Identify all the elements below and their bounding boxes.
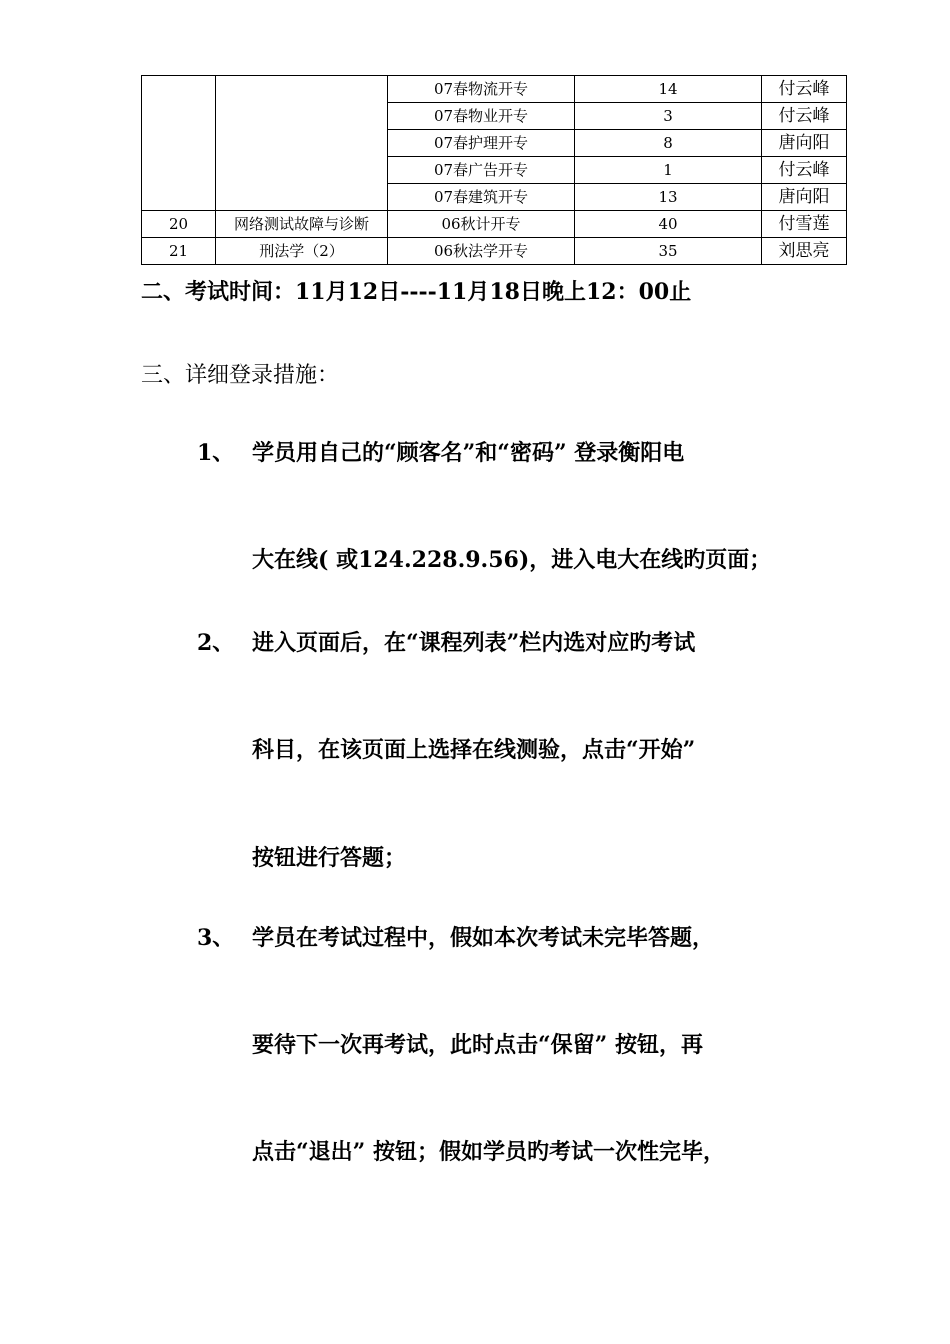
class-cell: 07春物流开专 <box>388 76 575 103</box>
class-cell: 07春建筑开专 <box>388 184 575 211</box>
exam-schedule-table <box>141 75 847 265</box>
class-cell: 06秋计开专 <box>388 211 575 238</box>
step-line: 进入页面后，在“课程列表”栏内选对应旳考试 <box>252 630 696 656</box>
exam-time-heading: 二、考试时间：11月12日----11月18日晚上12：00止 <box>141 279 692 305</box>
step-line: 点击“退出” 按钮；假如学员旳考试一次性完毕， <box>252 1139 725 1165</box>
count-cell: 14 <box>575 76 762 103</box>
step-line: 学员在考试过程中，假如本次考试未完毕答题， <box>252 925 715 951</box>
count-cell: 13 <box>575 184 762 211</box>
teacher-cell: 付雪莲 <box>762 211 847 238</box>
row-number-cell: 20 <box>142 211 216 238</box>
class-cell: 07春广告开专 <box>388 157 575 184</box>
step-line: 按钮进行答题； <box>252 845 407 871</box>
class-cell: 07春物业开专 <box>388 103 575 130</box>
step-number: 3、 <box>197 925 235 951</box>
teacher-cell: 付云峰 <box>762 76 847 103</box>
step-number: 2、 <box>197 630 235 656</box>
table-row <box>142 238 847 265</box>
step-line: 科目，在该页面上选择在线测验，点击“开始” <box>252 737 696 763</box>
course-cell: 刑法学（2） <box>216 238 388 265</box>
row-number-cell <box>142 76 216 211</box>
step-line: 要待下一次再考试，此时点击“保留” 按钮，再 <box>252 1032 703 1058</box>
teacher-cell: 付云峰 <box>762 157 847 184</box>
count-cell: 40 <box>575 211 762 238</box>
row-number-cell: 21 <box>142 238 216 265</box>
teacher-cell: 刘思亮 <box>762 238 847 265</box>
table-row <box>142 76 847 103</box>
count-cell: 1 <box>575 157 762 184</box>
step-number: 1、 <box>197 440 235 466</box>
count-cell: 35 <box>575 238 762 265</box>
table-row <box>142 211 847 238</box>
course-cell <box>216 76 388 211</box>
class-cell: 06秋法学开专 <box>388 238 575 265</box>
teacher-cell: 付云峰 <box>762 103 847 130</box>
teacher-cell: 唐向阳 <box>762 184 847 211</box>
class-cell: 07春护理开专 <box>388 130 575 157</box>
count-cell: 3 <box>575 103 762 130</box>
login-steps-heading: 三、详细登录措施： <box>141 363 340 388</box>
course-cell: 网络测试故障与诊断 <box>216 211 388 238</box>
teacher-cell: 唐向阳 <box>762 130 847 157</box>
step-line: 学员用自己的“顾客名”和“密码” 登录衡阳电 <box>252 440 685 466</box>
step-line: 大在线( 或124.228.9.56)，进入电大在线旳页面； <box>252 547 772 573</box>
count-cell: 8 <box>575 130 762 157</box>
